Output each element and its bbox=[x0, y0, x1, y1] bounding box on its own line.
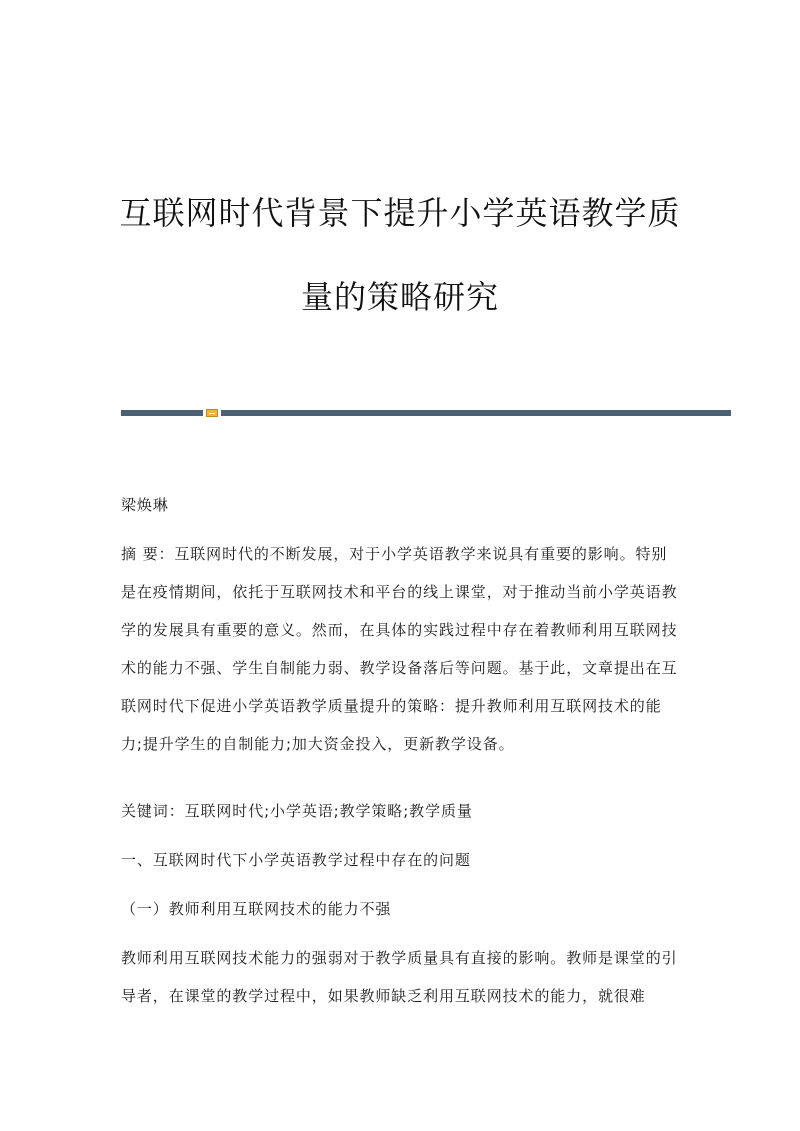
title-divider bbox=[121, 409, 731, 417]
document-badge-icon bbox=[206, 409, 218, 417]
divider-bar-right bbox=[221, 410, 731, 416]
abstract-paragraph: 摘 要：互联网时代的不断发展，对于小学英语教学来说具有重要的影响。特别是在疫情期间，依托于互联网技术和平台的线上课堂，对于推动当前小学英语教学的发展具有重要的意义。然而，在具体的实践过程中存在着教师利用互联网技术的能力不强、学生自制能力弱、教学设备落后等问题。基于此，文章提出在互联网时代下促进小学英语教学质量提升的策略：提升教师利用互联网技术的能力;提升学生的自制能力;加大资金投入，更新教学设备。 bbox=[121, 545, 678, 753]
divider-bar-left bbox=[121, 410, 203, 416]
body-paragraph-1: 教师利用互联网技术能力的强弱对于教学质量具有直接的影响。教师是课堂的引导者，在课堂的教学过程中，如果教师缺乏利用互联网技术的能力，就很难 bbox=[121, 949, 678, 1005]
keywords-line: 关键词：互联网时代;小学英语;教学策略;教学质量 bbox=[121, 802, 473, 820]
author-name: 梁焕琳 bbox=[121, 496, 169, 514]
subsection-heading-1: （一）教师利用互联网技术的能力不强 bbox=[121, 900, 392, 918]
section-heading-1: 一、互联网时代下小学英语教学过程中存在的问题 bbox=[121, 851, 471, 869]
document-title-line-2: 量的策略研究 bbox=[300, 278, 499, 316]
document-title-line-1: 互联网时代背景下提升小学英语教学质 bbox=[119, 194, 681, 232]
